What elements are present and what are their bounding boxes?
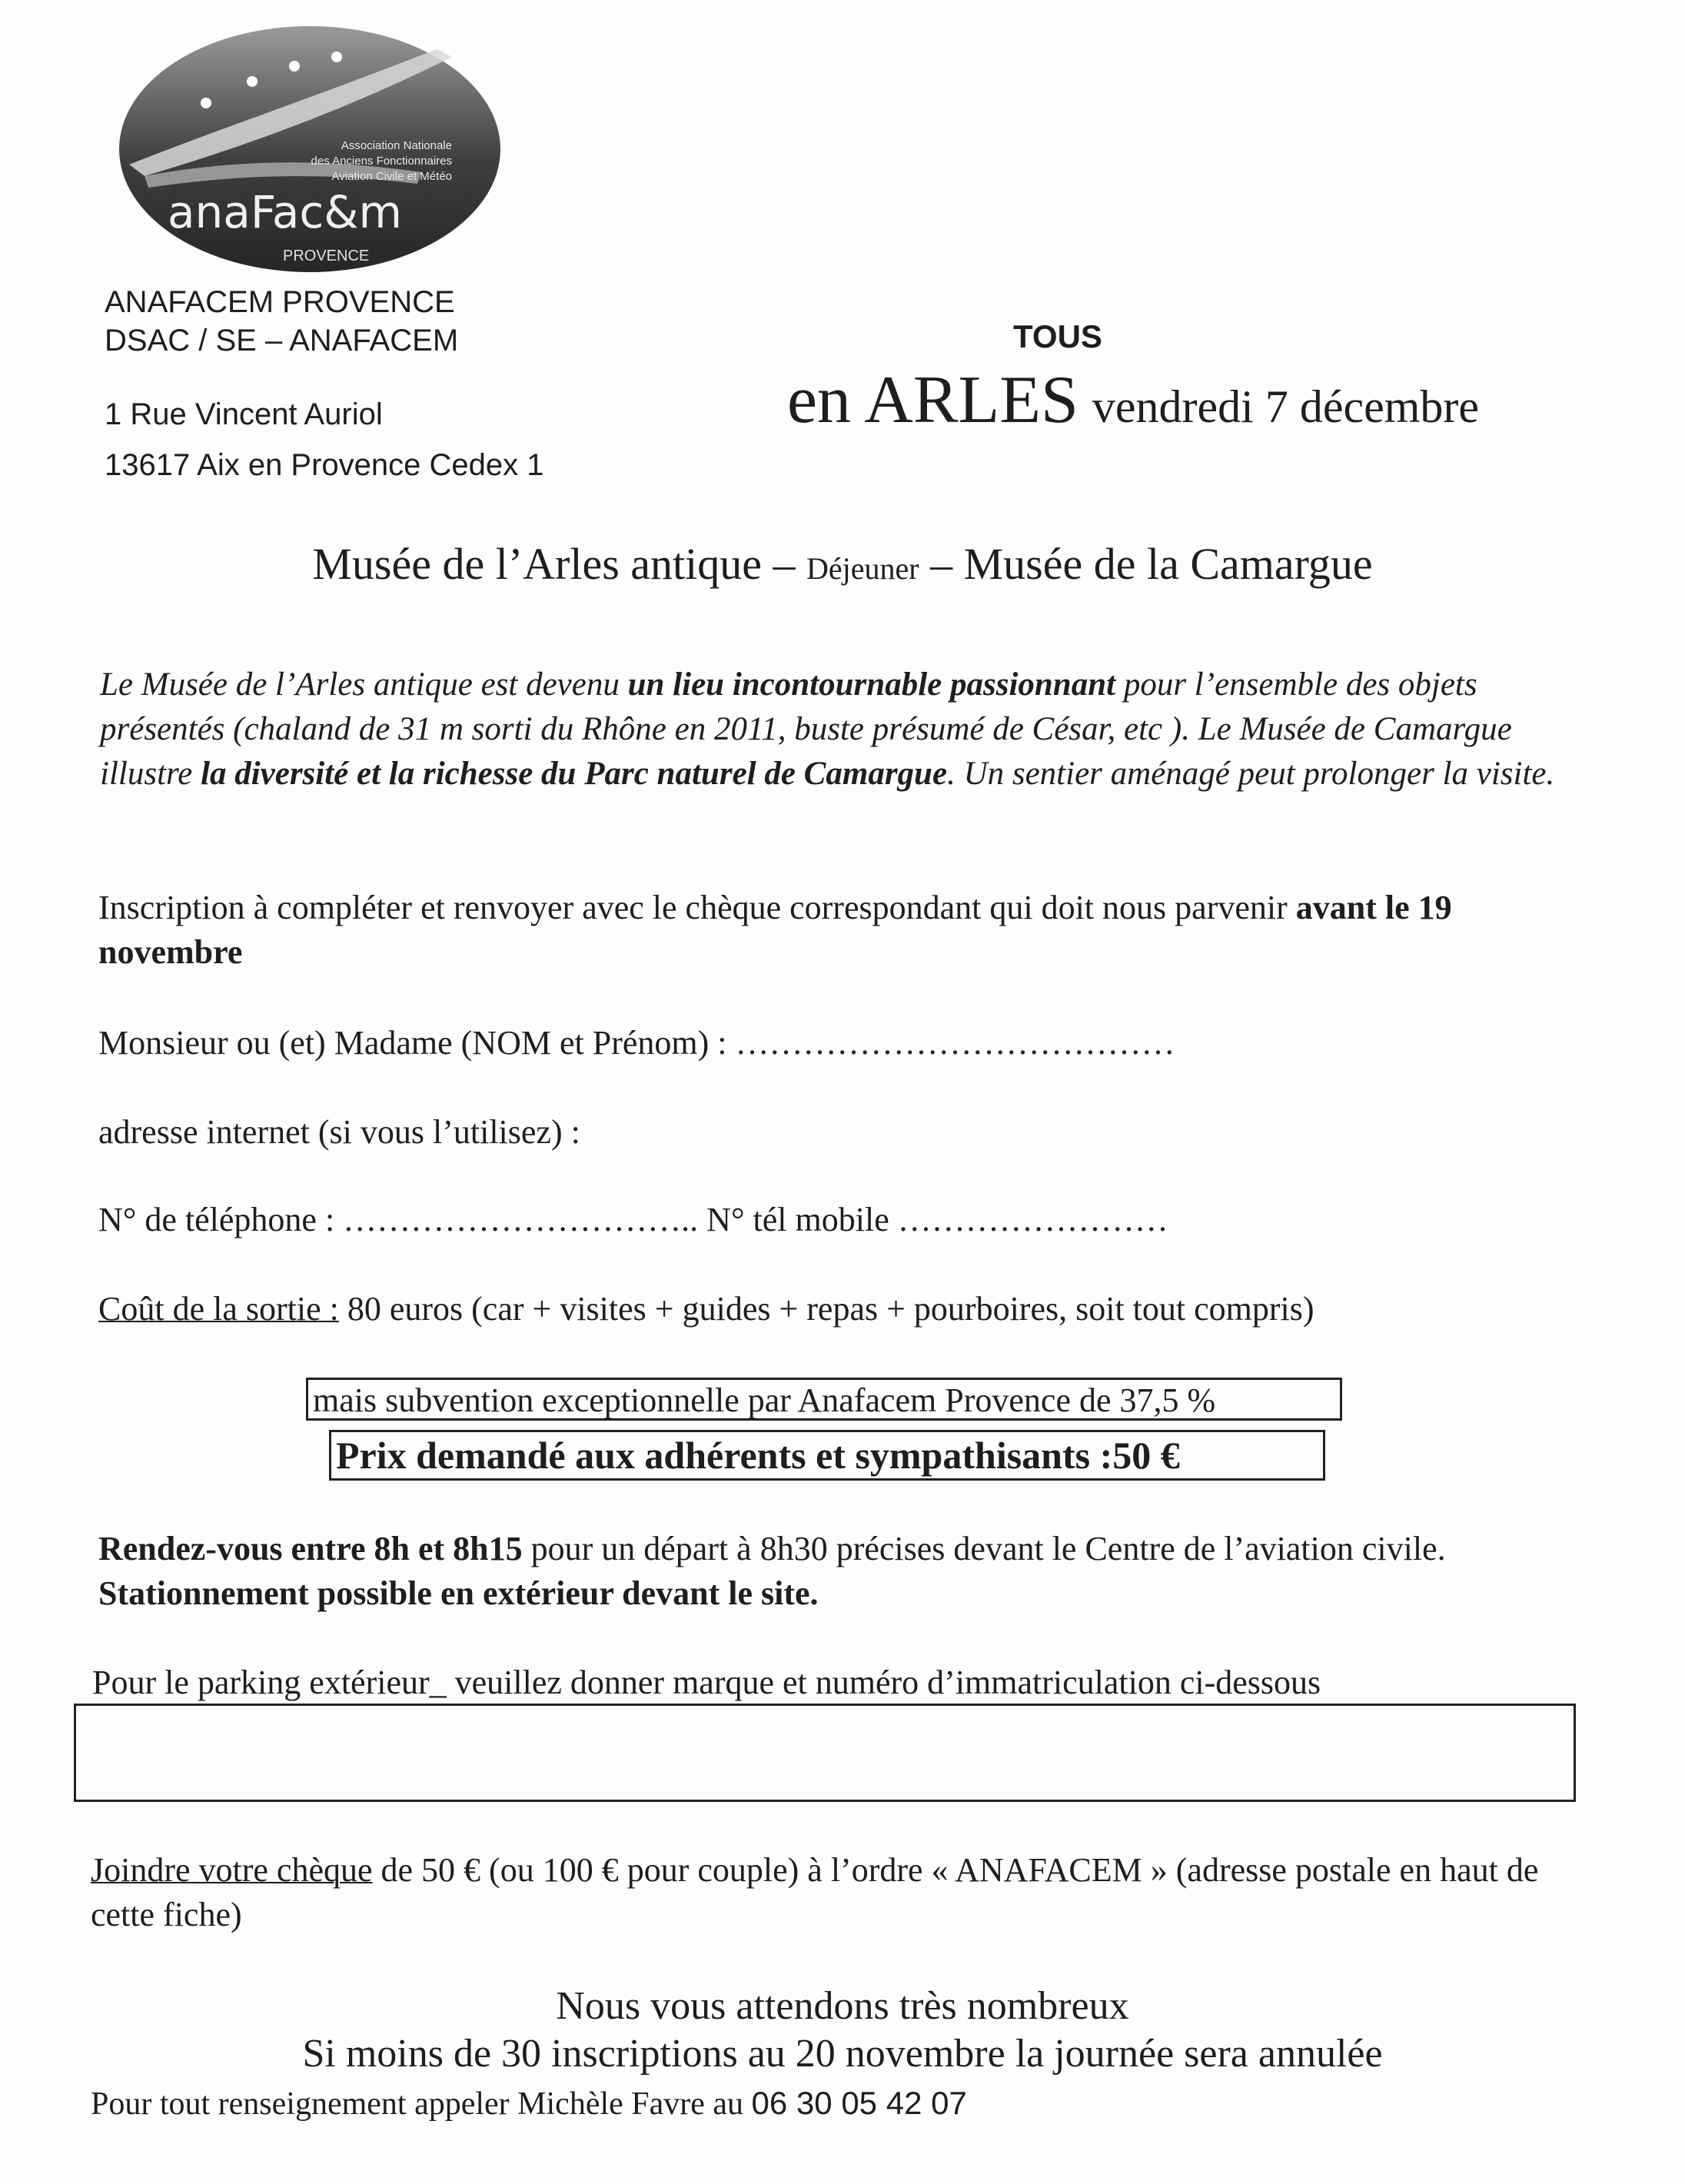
intro-text1: Le Musée de l’Arles antique est devenu (100, 667, 628, 703)
price-box: Prix demandé aux adhérents et sympathisants :50 € (329, 1430, 1325, 1481)
sender-address1: 1 Rue Vincent Auriol (105, 397, 383, 431)
cost-label: Coût de la sortie : (98, 1290, 339, 1328)
logo-region: PROVENCE (283, 248, 370, 264)
event-date: vendredi 7 décembre (1092, 381, 1479, 432)
event-en-arles: en ARLES (787, 363, 1078, 437)
contact-line (91, 2085, 967, 2123)
cheque-text: de 50 € (ou 100 € pour couple) à l’ordre « ANAFACEM » (adresse postale en haut de cette fiche) (91, 1851, 1539, 1933)
program-part3: Musée de la Camargue (963, 539, 1373, 589)
anafacem-logo (114, 18, 513, 280)
program-dash2: – (919, 539, 964, 589)
sender-line2: DSAC / SE – ANAFACEM (105, 324, 459, 357)
mobile-dots[interactable]: …………………… (897, 1201, 1168, 1238)
inscription-deadline: avant le 19 novembre (98, 889, 1452, 971)
cost-line (98, 1287, 1314, 1331)
intro-bold2: la diversité et la richesse du Parc naturel de Camargue (201, 756, 948, 792)
contact-phone: 06 30 05 42 07 (751, 2085, 967, 2121)
parking-label: Pour le parking extérieur_ veuillez donner marque et numéro d’immatriculation ci-dessous (92, 1664, 1321, 1701)
logo-text-line3: Aviation Civile et Météo (331, 170, 452, 183)
program-part1: Musée de l’Arles antique (312, 539, 763, 589)
meeting-text: pour un départ à 8h30 précises devant le Centre de l’aviation civile. (522, 1530, 1446, 1567)
contact-text: Pour tout renseignement appeler Michèle Favre au (91, 2086, 752, 2122)
inscription-text: Inscription à compléter et renvoyer avec le chèque correspondant qui doit nous parvenir (98, 889, 1296, 926)
email-field[interactable] (98, 1110, 580, 1155)
intro-text3: . Un sentier aménagé peut prolonger la visite. (947, 756, 1555, 792)
closing-line2: Si moins de 30 inscriptions au 20 novembre la journée sera annulée (302, 2032, 1383, 2076)
intro-text2: pour l’ensemble des objets présentés (chaland de 31 m sorti du Rhône en 2011, buste présumé de César, etc ). Le Musée de Camargue illustre (100, 667, 1512, 792)
logo-text-line1: Association Nationale (341, 139, 452, 152)
program-title (0, 538, 1685, 590)
phone-label: N° de téléphone : (98, 1201, 344, 1238)
sender-address2: 13617 Aix en Provence Cedex 1 (105, 448, 544, 482)
name-dots[interactable]: ………………………………… (735, 1024, 1175, 1062)
intro-paragraph (100, 663, 1584, 796)
meeting-bold1: Rendez-vous entre 8h et 8h15 (98, 1530, 523, 1567)
meeting-bold2: Stationnement possible en extérieur devant le site. (98, 1574, 819, 1612)
cheque-paragraph (91, 1848, 1551, 1937)
sender-line1: ANAFACEM PROVENCE (105, 285, 455, 319)
cheque-label: Joindre votre chèque (91, 1851, 373, 1889)
name-label: Monsieur ou (et) Madame (NOM et Prénom) : (98, 1024, 736, 1062)
phone-fields (98, 1198, 1168, 1242)
closing-line1: Nous vous attendons très nombreux (556, 1984, 1129, 2028)
program-dash1: – (762, 539, 807, 589)
logo-text-line2: des Anciens Fonctionnaires (311, 155, 452, 168)
meeting-paragraph (98, 1527, 1582, 1616)
program-part2: Déjeuner (806, 551, 919, 586)
event-headline (787, 361, 1479, 439)
event-tous: TOUS (1013, 318, 1102, 354)
intro-bold1: un lieu incontournable passionnant (627, 667, 1116, 703)
cost-text: 80 euros (car + visites + guides + repas + pourboires, soit tout compris) (338, 1290, 1314, 1328)
subsidy-box: mais subvention exceptionnelle par Anafacem Provence de 37,5 % (306, 1378, 1342, 1421)
mobile-label: N° tél mobile (706, 1201, 898, 1238)
name-field[interactable] (98, 1021, 1175, 1065)
phone-dots[interactable]: ………………………….. (343, 1201, 707, 1238)
email-label: adresse internet (si vous l’utilisez) : (98, 1113, 580, 1151)
parking-input-box[interactable] (74, 1704, 1576, 1802)
logo-brand: anaFac&m (168, 186, 403, 238)
inscription-paragraph (98, 886, 1582, 975)
